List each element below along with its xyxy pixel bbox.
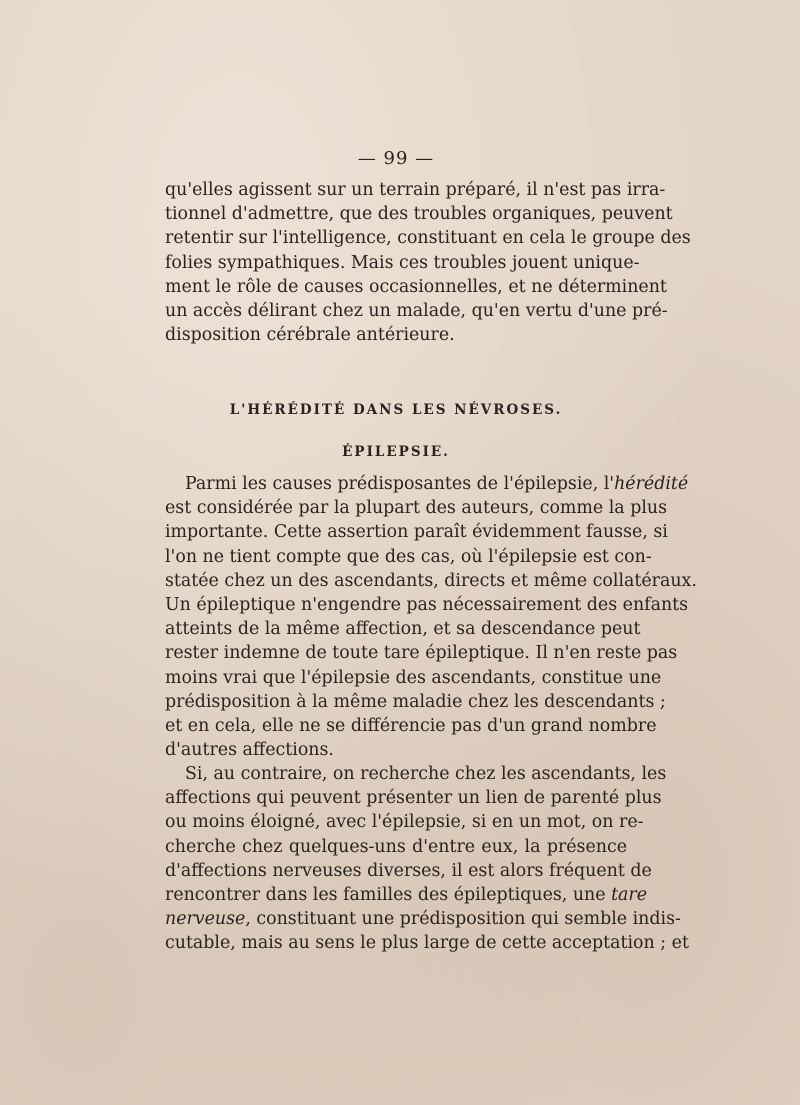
text-line: prédisposition à la même maladie chez les descendants ;: [165, 691, 666, 712]
text-line: folies sympathiques. Mais ces troubles jouent unique-: [165, 252, 640, 273]
text-line: d'autres affections.: [165, 740, 334, 761]
text-line: rester indemne de toute tare épileptique. Il n'en reste pas: [165, 643, 678, 664]
text-line: Si, au contraire, on recherche chez les ascendants, les: [185, 764, 667, 784]
text-line: ment le rôle de causes occasionnelles, et ne déterminent: [165, 276, 667, 297]
text-line: [165, 907, 681, 931]
text-line: Un épileptique n'engendre pas nécessairement des enfants: [165, 594, 689, 615]
text-line: cutable, mais au sens le plus large de cette acceptation ; et: [165, 933, 689, 954]
text-line: l'on ne tient compte que des cas, où l'épilepsie est con-: [165, 546, 652, 567]
text-line: ou moins éloigné, avec l'épilepsie, si en un mot, on re-: [165, 812, 644, 833]
text-line: est considérée par la plupart des auteurs, comme la plus: [165, 498, 668, 519]
italic-term: tare: [611, 884, 648, 905]
text-line: d'affections nerveuses diverses, il est alors fréquent de: [165, 860, 652, 881]
text-line: qu'elles agissent sur un terrain préparé, il n'est pas irra-: [165, 180, 666, 200]
text-line: cherche chez quelques-uns d'entre eux, la présence: [165, 836, 627, 857]
text-segment: rencontrer dans les familles des épileptiques, une: [165, 884, 612, 905]
paragraph-3: [165, 762, 689, 956]
text-line: un accès délirant chez un malade, qu'en vertu d'une pré-: [165, 300, 668, 321]
text-line: atteints de la même affection, et sa descendance peut: [165, 619, 641, 640]
text-line: importante. Cette assertion paraît évidemment fausse, si: [165, 522, 668, 543]
text-line: [165, 472, 689, 496]
text-line: disposition cérébrale antérieure.: [165, 325, 455, 346]
italic-term: nerveuse: [165, 909, 246, 930]
text-line: retentir sur l'intelligence, constituant en cela le groupe des: [165, 228, 691, 249]
section-subheading: ÉPILEPSIE.: [342, 444, 450, 460]
text-line: [165, 883, 648, 907]
page-number: — 99 —: [357, 148, 435, 169]
text-line: tionnel d'admettre, que des troubles organiques, peuvent: [165, 204, 673, 225]
paragraph-2: [165, 472, 697, 762]
paragraph-1: [165, 178, 691, 347]
text-line: statée chez un des ascendants, directs et même collatéraux.: [165, 570, 697, 591]
text-line: et en cela, elle ne se différencie pas d'un grand nombre: [165, 715, 657, 736]
italic-term: hérédité: [614, 474, 689, 494]
text-segment: , constituant une prédisposition qui semble indis-: [245, 909, 681, 930]
text-line: affections qui peuvent présenter un lien de parenté plus: [165, 788, 662, 809]
text-segment: Parmi les causes prédisposantes de l'épilepsie, l': [185, 474, 615, 494]
text-line: moins vrai que l'épilepsie des ascendants, constitue une: [165, 667, 662, 688]
section-heading: L'HÉRÉDITÉ DANS LES NÉVROSES.: [229, 402, 563, 418]
